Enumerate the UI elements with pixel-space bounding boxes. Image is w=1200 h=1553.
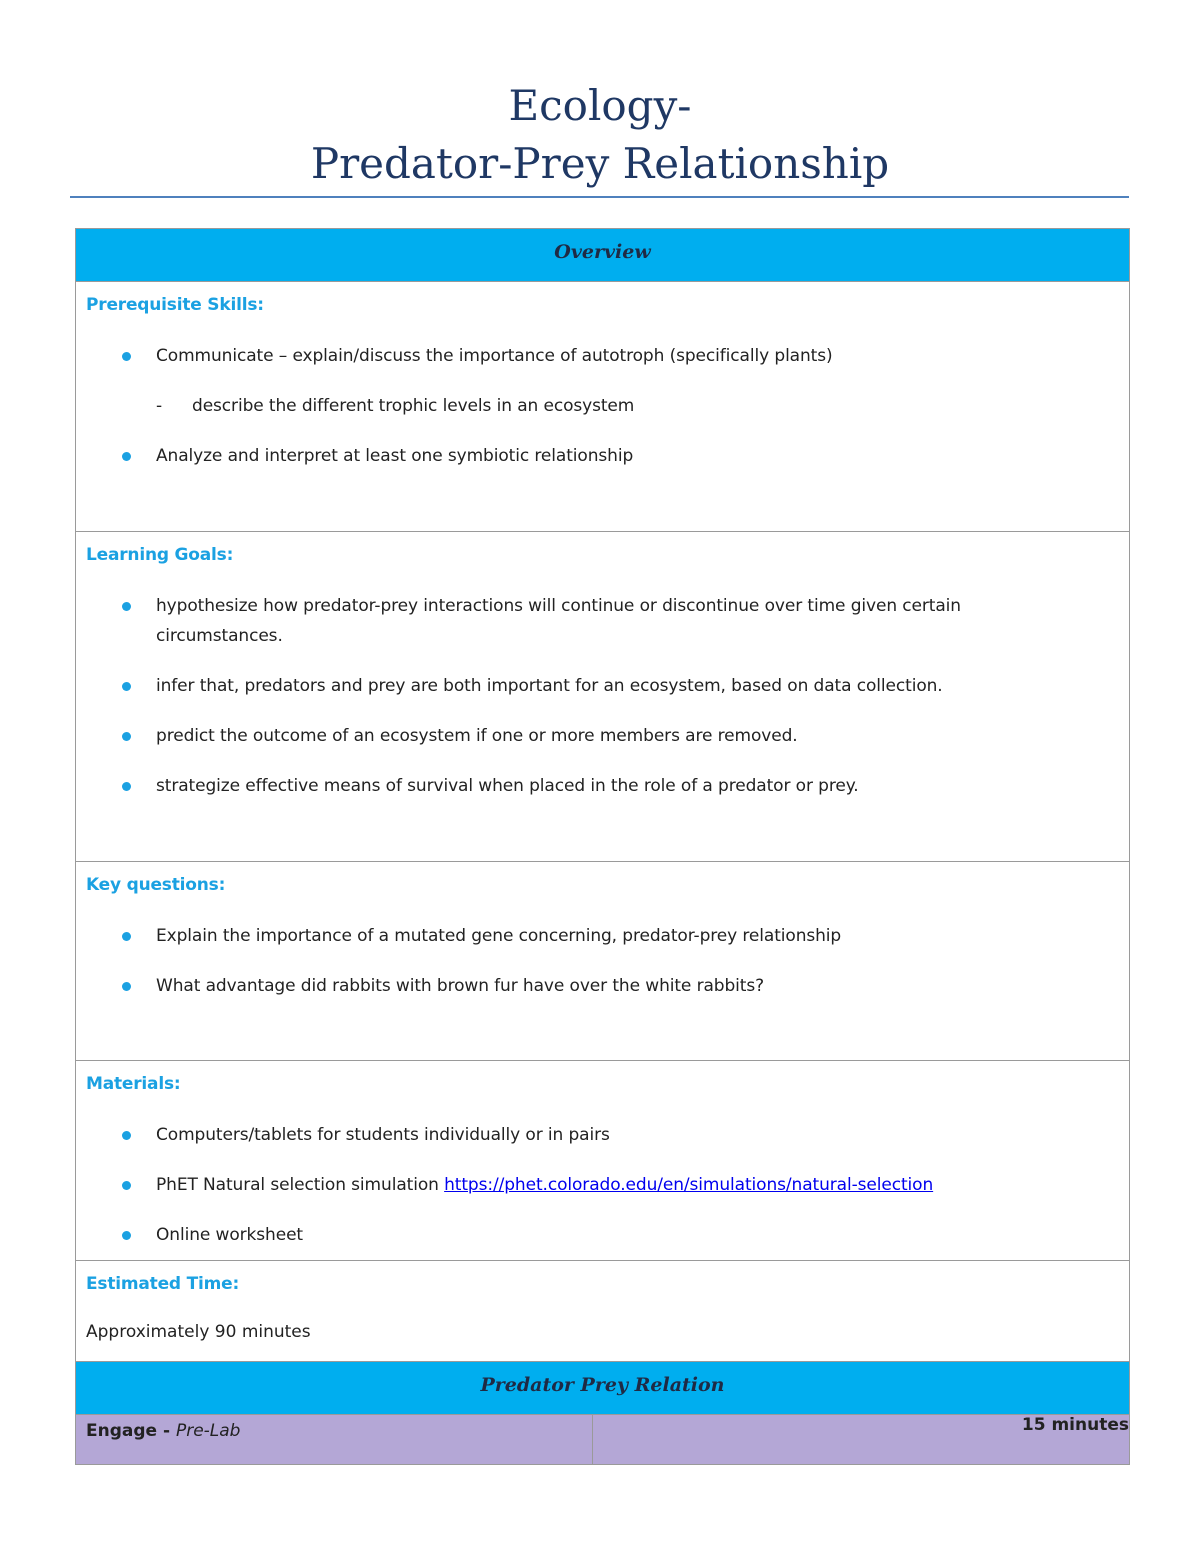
dash-marker: - [156,396,163,416]
section-header-label: Predator Prey Relation [480,1374,725,1396]
engage-row [76,1415,1130,1465]
list-item: strategize effective means of survival when placed in the role of a predator or prey. [86,771,1119,801]
list-item-text: describe the different trophic levels in an ecosystem [192,396,635,416]
phet-simulation-link[interactable]: https://phet.colorado.edu/en/simulations/natural-selection [444,1175,934,1195]
lesson-table [75,228,1130,1465]
engage-cell [76,1415,593,1465]
list-item: predict the outcome of an ecosystem if one or more members are removed. [86,721,1119,751]
list-item: Explain the importance of a mutated gene concerning, predator-prey relationship [86,921,1119,951]
materials-section [76,1061,1130,1261]
prerequisite-list [86,341,1119,471]
key-questions-section [76,862,1130,1061]
learning-goals-title: Learning Goals: [86,545,234,565]
key-questions-list [86,921,1119,1001]
learning-goals-section [76,532,1130,862]
prerequisite-section [76,282,1130,532]
list-item: Online worksheet [86,1220,1119,1250]
engage-label: Engage - [86,1421,176,1441]
engage-time: 15 minutes [593,1415,1130,1465]
materials-list [86,1120,1119,1250]
learning-goals-list [86,591,1119,801]
estimated-time-value: Approximately 90 minutes [86,1322,311,1342]
list-item [86,1170,1119,1200]
prerequisite-title: Prerequisite Skills: [86,295,264,315]
list-item: hypothesize how predator-prey interactions will continue or discontinue over time given certain circumstances. [86,591,1119,651]
list-item: Computers/tablets for students individually or in pairs [86,1120,1119,1150]
list-item [86,391,1119,421]
overview-header-label: Overview [554,241,651,263]
list-item: infer that, predators and prey are both important for an ecosystem, based on data collection. [86,671,1119,701]
document-title-line2: Predator-Prey Relationship [310,139,890,188]
list-item-text: PhET Natural selection simulation [156,1175,445,1195]
engage-sublabel: Pre-Lab [175,1421,241,1441]
list-item: Analyze and interpret at least one symbiotic relationship [86,441,1119,471]
section-header [76,1362,1130,1415]
estimated-time-section [76,1261,1130,1362]
materials-title: Materials: [86,1074,181,1094]
key-questions-title: Key questions: [86,875,226,895]
list-item: Communicate – explain/discuss the importance of autotroph (specifically plants) [86,341,1119,371]
overview-header [76,229,1130,282]
title-divider [70,196,1129,198]
estimated-time-title: Estimated Time: [86,1274,240,1294]
list-item: What advantage did rabbits with brown fur have over the white rabbits? [86,971,1119,1001]
document-title-line1: Ecology- [508,81,692,130]
